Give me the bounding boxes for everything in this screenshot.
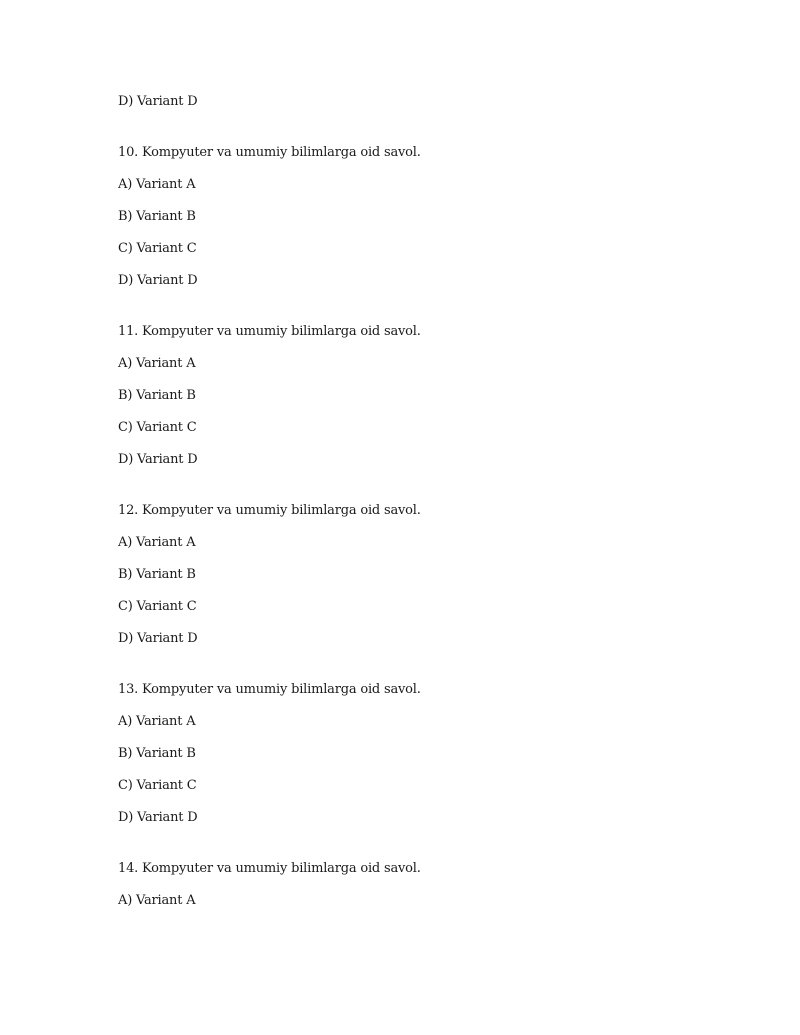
question-text: 14. Kompyuter va umumiy bilimlarga oid savol. (118, 861, 421, 876)
option-item: D) Variant D (118, 452, 198, 467)
option-item: D) Variant D (118, 810, 198, 825)
question-block (118, 144, 718, 290)
question-block (118, 502, 718, 648)
option-item: C) Variant C (118, 241, 197, 256)
option-item: B) Variant B (118, 388, 196, 403)
option-item: A) Variant A (118, 714, 196, 729)
spacer (118, 304, 718, 323)
option-item: D) Variant D (118, 273, 198, 288)
question-list (118, 93, 718, 924)
option-item: D) Variant D (118, 94, 198, 109)
option-item: B) Variant B (118, 746, 196, 761)
option-item: A) Variant A (118, 893, 196, 908)
spacer (118, 841, 718, 860)
option-item: B) Variant B (118, 567, 196, 582)
question-text: 10. Kompyuter va umumiy bilimlarga oid savol. (118, 145, 421, 160)
option-item: A) Variant A (118, 177, 196, 192)
spacer (118, 662, 718, 681)
option-item: C) Variant C (118, 599, 197, 614)
question-block (118, 860, 718, 910)
question-text: 11. Kompyuter va umumiy bilimlarga oid savol. (118, 324, 421, 339)
spacer (118, 483, 718, 502)
option-item: B) Variant B (118, 209, 196, 224)
option-item: C) Variant C (118, 420, 197, 435)
option-item: C) Variant C (118, 778, 197, 793)
option-item: D) Variant D (118, 631, 198, 646)
spacer (118, 125, 718, 144)
question-block (118, 323, 718, 469)
option-item: A) Variant A (118, 535, 196, 550)
option-item: A) Variant A (118, 356, 196, 371)
question-text: 13. Kompyuter va umumiy bilimlarga oid savol. (118, 682, 421, 697)
question-text: 12. Kompyuter va umumiy bilimlarga oid savol. (118, 503, 421, 518)
question-block (118, 681, 718, 827)
